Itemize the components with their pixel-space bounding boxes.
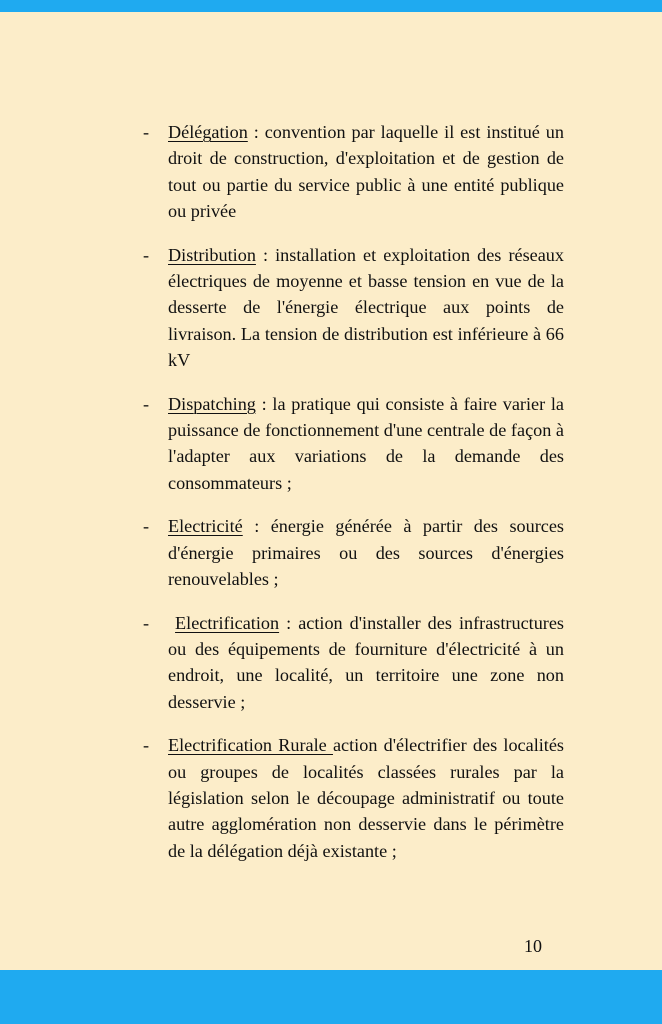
glossary-entry-delegation — [140, 119, 564, 225]
term: Délégation — [168, 122, 248, 142]
bullet-dash: - — [143, 735, 150, 756]
definition: : action d'installer des infrastructures ou des équipements de fourniture d'électricité à un endroit, une localité, un territoire une zone non desservie ; — [168, 612, 565, 712]
glossary-list — [140, 119, 564, 881]
definition: : la pratique qui consiste à faire varier la puissance de fonctionnement d'une centrale de façon à l'adapter aux variations de la demande des consommateurs ; — [168, 393, 564, 493]
bullet-dash: - — [143, 612, 150, 633]
definition: action d'électrifier des localités ou groupes de localités classées rurales par la législation selon le découpage administratif ou toute autre agglomération non desservie dans le périmètre de la délégation déjà existante ; — [168, 735, 564, 861]
glossary-entry-dispatching — [140, 391, 564, 497]
term: Distribution — [168, 244, 256, 265]
term: Dispatching — [168, 393, 256, 414]
bullet-dash: - — [143, 122, 150, 142]
glossary-entry-electricite — [140, 513, 564, 592]
top-color-bar — [0, 0, 662, 12]
bullet-dash: - — [143, 516, 150, 537]
bottom-color-bar — [0, 970, 662, 1024]
definition: : convention par laquelle il est institué un droit de construction, d'exploitation et de gestion de tout ou partie du service public à une entité publique ou privée — [168, 122, 564, 222]
page-number: 10 — [524, 936, 542, 956]
term: Electrification Rurale — [168, 735, 333, 756]
glossary-entry-electrification — [140, 610, 564, 716]
glossary-entry-electrification-rurale — [140, 732, 564, 864]
bullet-dash: - — [143, 393, 150, 414]
bullet-dash: - — [143, 244, 150, 265]
glossary-entry-distribution — [140, 242, 564, 374]
definition: : installation et exploitation des réseaux électriques de moyenne et basse tension en vue de la desserte de l'énergie électrique aux points de livraison. La tension de distribution est inférieure à 66 kV — [168, 244, 564, 371]
term: Electricité — [168, 516, 243, 537]
term: Electrification — [175, 612, 280, 633]
definition: : énergie générée à partir des sources d'énergie primaires ou des sources d'énergies renouvelables ; — [168, 516, 564, 590]
